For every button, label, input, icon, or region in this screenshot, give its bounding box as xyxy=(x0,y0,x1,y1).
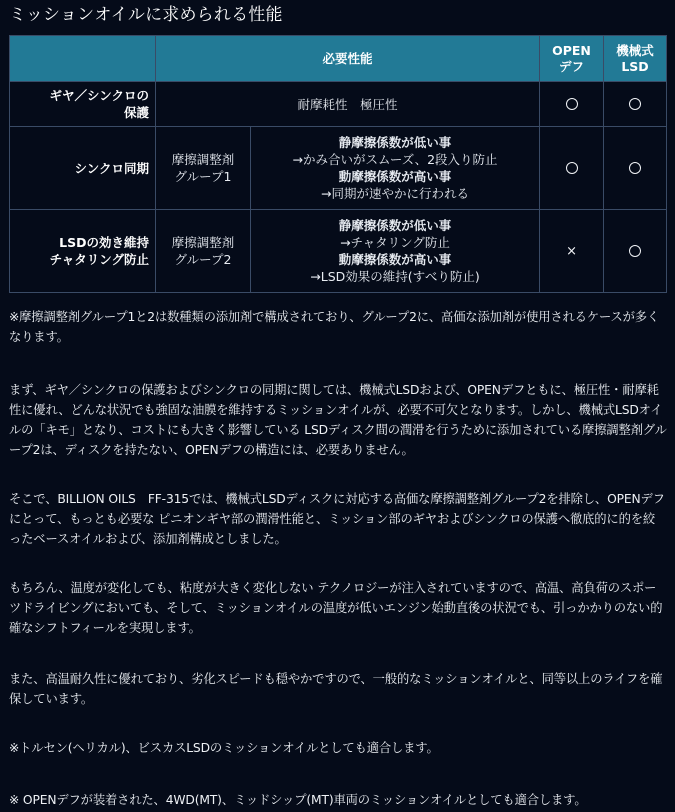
paragraph-note-friction-groups: ※摩擦調整剤グループ1と2は数種類の添加剤で構成されており、グループ2に、高価な添加剤が使用されるケースが多くなります。 xyxy=(9,310,660,344)
paragraph-durability: また、高温耐久性に優れており、劣化スピードも穏やかですので、一般的なミッションオイルと、同等以上のライフを確保しています。 xyxy=(9,672,663,706)
perf-line3: 動摩擦係数が高い事 xyxy=(338,252,452,267)
row-performance: 耐摩耗性 極圧性 xyxy=(156,82,540,127)
perf-line4: →LSD効果の維持(すべり防止) xyxy=(310,269,480,284)
page-heading: ミッションオイルに求められる性能 xyxy=(9,5,283,25)
paragraph-ff315-design: そこで、BILLION OILS FF-315では、機械式LSDディスクに対応する高価な摩擦調整剤グループ2を排除し、OPENデフにとって、もっとも必要な ピニオンギヤ部の潤滑性能と、ミッション部のギヤおよびシンクロの保護へ徹底的に的を絞ったベースオイルおよび、添加剤構成としました。 xyxy=(9,492,665,546)
header-open-line1: OPEN xyxy=(552,42,591,58)
header-mechanical-lsd xyxy=(604,36,667,82)
header-required-performance: 必要性能 xyxy=(156,36,540,82)
table-row-gear-protection xyxy=(10,82,667,127)
row-label-line1: ギヤ／シンクロの xyxy=(49,88,149,103)
table-header-row xyxy=(10,36,667,82)
open-diff-mark-cell xyxy=(540,210,604,293)
paragraph-note-open-diff: ※ OPENデフが装着された、4WD(MT)、ミッドシップ(MT)車両のミッションオイルとしても適合します。 xyxy=(9,793,587,807)
row-label-line2: 保護 xyxy=(123,105,149,120)
header-open-diff xyxy=(540,36,604,82)
lsd-mark-cell xyxy=(604,127,667,210)
perf-line2: →かみ合いがスムーズ、2段入り防止 xyxy=(292,152,498,167)
group-line1: 摩擦調整剤 xyxy=(171,235,235,250)
cross-icon: × xyxy=(566,243,577,259)
header-lsd-line2: LSD xyxy=(621,58,649,74)
row-label xyxy=(10,82,156,127)
row-friction-group xyxy=(156,210,251,293)
circle-icon xyxy=(629,245,641,257)
row-performance xyxy=(251,210,540,293)
circle-icon xyxy=(566,98,578,110)
open-diff-mark-cell xyxy=(540,82,604,127)
group-line2: グループ2 xyxy=(174,252,232,267)
row-friction-group xyxy=(156,127,251,210)
row-label-line1: LSDの効き維持 xyxy=(59,235,149,250)
perf-line4: →同期が速やかに行われる xyxy=(321,186,469,201)
group-line1: 摩擦調整剤 xyxy=(171,152,235,167)
paragraph-gear-protection: まず、ギヤ／シンクロの保護およびシンクロの同期に関しては、機械式LSDおよび、OPENデフともに、極圧性・耐摩耗性に優れ、どんな状況でも強固な油膜を維持するミッションオイルが、必要不可欠となります。しかし、機械式LSDオイルの「キモ」となり、コストにも大きく影響している LSDディスク間の潤滑を行うために添加されている摩擦調整剤グループ2は、ディスクを持たない、OPENデフの構造には、必要ありません。 xyxy=(9,383,667,457)
group-line2: グループ1 xyxy=(174,169,232,184)
row-performance xyxy=(251,127,540,210)
row-label xyxy=(10,210,156,293)
perf-line1: 静摩擦係数が低い事 xyxy=(338,135,452,150)
header-open-line2: デフ xyxy=(559,58,585,74)
table-row-synchro xyxy=(10,127,667,210)
paragraph-viscosity-technology: もちろん、温度が変化しても、粘度が大きく変化しない テクノロジーが注入されていますので、高温、高負荷のスポーツドライビングにおいても、そして、ミッションオイルの温度が低いエンジン始動直後の状況でも、引っかかりのない的確なシフトフィールを実現します。 xyxy=(9,581,663,635)
circle-icon xyxy=(566,162,578,174)
table-row-lsd xyxy=(10,210,667,293)
circle-icon xyxy=(629,162,641,174)
lsd-mark-cell xyxy=(604,82,667,127)
header-lsd-line1: 機械式 xyxy=(616,42,654,58)
row-label: シンクロ同期 xyxy=(10,127,156,210)
lsd-mark-cell xyxy=(604,210,667,293)
perf-line3: 動摩擦係数が高い事 xyxy=(338,169,452,184)
header-empty-cell xyxy=(10,36,156,82)
row-label-line2: チャタリング防止 xyxy=(49,252,149,267)
performance-table xyxy=(9,35,667,293)
perf-line2: →チャタリング防止 xyxy=(340,235,450,250)
paragraph-note-torsen: ※トルセン(ヘリカル)、ビスカスLSDのミッションオイルとしても適合します。 xyxy=(9,741,439,755)
circle-icon xyxy=(629,98,641,110)
perf-line1: 静摩擦係数が低い事 xyxy=(338,218,452,233)
open-diff-mark-cell xyxy=(540,127,604,210)
